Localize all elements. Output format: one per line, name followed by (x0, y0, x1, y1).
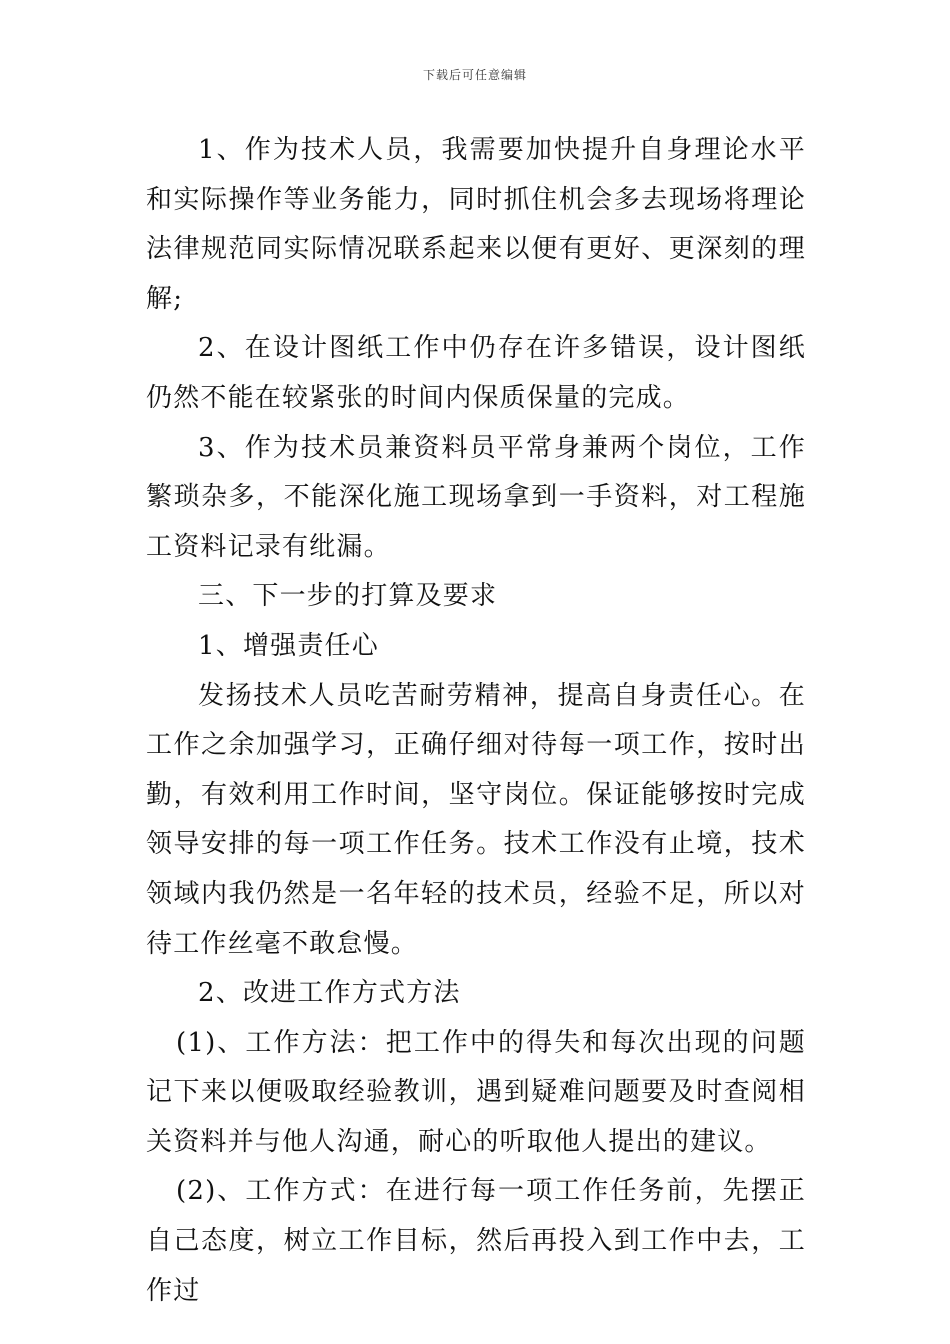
page-header: 下载后可任意编辑 (422, 68, 527, 82)
paragraph-work-style: (2)、工作方式：在进行每一项工作任务前，先摆正自己态度，树立工作目标，然后再投入到工作中去，工作过 (146, 1176, 806, 1306)
document-body (146, 126, 806, 1316)
section-heading-3: 三、下一步的打算及要求 (198, 581, 498, 612)
paragraph-item-1: 1、作为技术人员，我需要加快提升自身理论水平和实际操作等业务能力，同时抓住机会多去现场将理论法律规范同实际情况联系起来以便有更好、更深刻的理解; (146, 135, 806, 314)
paragraph-item-3: 3、作为技术员兼资料员平常身兼两个岗位，工作繁琐杂多，不能深化施工现场拿到一手资料，对工程施工资料记录有纰漏。 (146, 432, 806, 562)
subheading-methods: 2、改进工作方式方法 (198, 978, 461, 1009)
paragraph-responsibility: 发扬技术人员吃苦耐劳精神，提高自身责任心。在工作之余加强学习，正确仔细对待每一项工作，按时出勤，有效利用工作时间，坚守岗位。保证能够按时完成领导安排的每一项工作任务。技术工作没有止境，技术领域内我仍然是一名年轻的技术员，经验不足，所以对待工作丝毫不敢怠慢。 (146, 680, 806, 959)
paragraph-item-2: 2、在设计图纸工作中仍存在许多错误，设计图纸仍然不能在较紧张的时间内保质保量的完成。 (146, 333, 806, 413)
subheading-responsibility: 1、增强责任心 (198, 630, 379, 661)
paragraph-work-method: (1)、工作方法：把工作中的得失和每次出现的问题记下来以便吸取经验教训，遇到疑难问题要及时查阅相关资料并与他人沟通，耐心的听取他人提出的建议。 (146, 1027, 806, 1157)
